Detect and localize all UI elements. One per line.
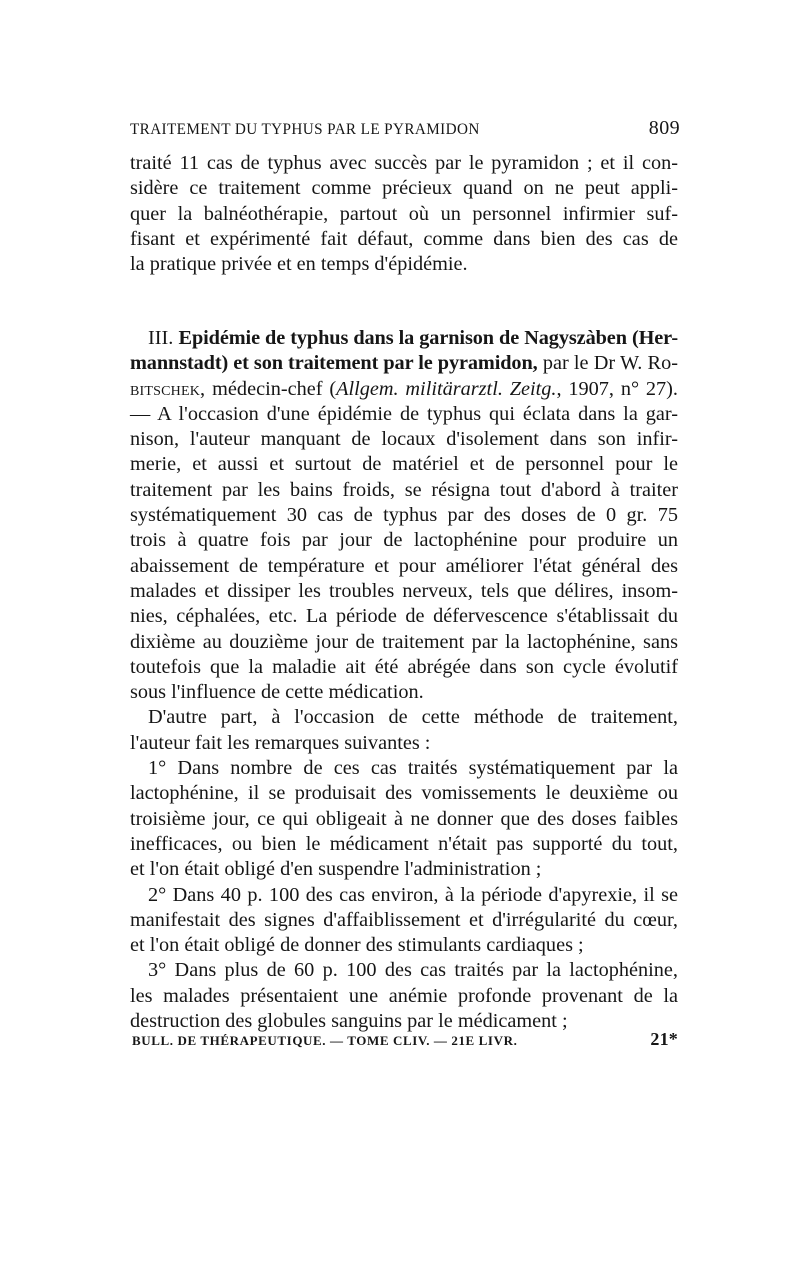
text-line: merie, et aussi et surtout de matériel et de personnel pour le [130, 453, 678, 476]
text-line: manifestait des signes d'affaiblissement et d'irrégularité du cœur, [130, 908, 678, 931]
text-line: 2° Dans 40 p. 100 des cas environ, à la période d'apyrexie, il se [148, 883, 678, 906]
text-line: systématiquement 30 cas de typhus par des doses de 0 gr. 75 [130, 504, 678, 527]
text-line: D'autre part, à l'occasion de cette méthode de traitement, [148, 706, 678, 729]
section-title-part-2: mannstadt) et son traitement par le pyramidon, [130, 352, 538, 375]
text-line: trois à quatre fois par jour de lactophénine pour produire un [130, 529, 678, 552]
section-title-part-1: Epidémie de typhus dans la garnison de Nagyszàben (Her- [178, 327, 678, 349]
citation-text-2: , 1907, n° 27). [556, 377, 678, 400]
section-citation-line [130, 377, 678, 402]
text-line: lactophénine, il se produisait des vomissements le deuxième ou [130, 782, 678, 805]
section-heading-line-2 [130, 351, 678, 376]
journal-title: Allgem. militärarztl. Zeitg. [336, 377, 557, 400]
journal-footer: BULL. DE THÉRAPEUTIQUE. — TOME CLIV. — 21E LIVR. [132, 1033, 518, 1048]
text-line: troisième jour, ce qui obligeait à ne donner que des doses faibles [130, 807, 678, 830]
text-line: nison, l'auteur manquant de locaux d'isolement dans son infir- [130, 428, 678, 451]
text-line: quer la balnéothérapie, partout où un personnel infirmier suf- [130, 202, 678, 225]
text-line: traitement par les bains froids, se résigna tout d'abord à traiter [130, 478, 678, 501]
text-line: — A l'occasion d'une épidémie de typhus qui éclata dans la gar- [130, 402, 678, 425]
section-iii [130, 326, 678, 1034]
text-line: sidère ce traitement comme précieux quand on ne peut appli- [130, 177, 678, 200]
text-line: malades et dissiper les troubles nerveux, tels que délires, insom- [130, 579, 678, 602]
text-line: et l'on était obligé de donner des stimulants cardiaques ; [130, 934, 584, 957]
text-line: traité 11 cas de typhus avec succès par le pyramidon ; et il con- [130, 152, 678, 174]
author-surname: bitschek, [130, 377, 206, 400]
running-head [130, 117, 680, 141]
text-line: dixième au douzième jour de traitement par la lactophénine, sans [130, 630, 678, 653]
text-line: 1° Dans nombre de ces cas traités systématiquement par la [148, 757, 678, 780]
text-line: et l'on était obligé d'en suspendre l'administration ; [130, 858, 542, 881]
text-line: la pratique privée et en temps d'épidémie. [130, 253, 468, 276]
text-line: nies, céphalées, etc. La période de défervescence s'établissait du [130, 605, 678, 628]
page-footer [132, 1029, 678, 1050]
author-prefix: par le Dr W. Ro- [537, 352, 678, 375]
page-number: 809 [648, 117, 680, 139]
text-line: fisant et expérimenté fait défaut, comme dans bien des cas de [130, 227, 678, 250]
text-line: inefficaces, ou bien le médicament n'était pas supporté du tout, [130, 832, 678, 855]
citation-text-1: médecin-chef ( [205, 377, 337, 400]
text-line: les malades présentaient une anémie profonde provenant de la [130, 984, 678, 1007]
text-line: destruction des globules sanguins par le médicament ; [130, 1010, 568, 1033]
running-title: TRAITEMENT DU TYPHUS PAR LE PYRAMIDON [130, 121, 480, 138]
signature-mark: 21* [650, 1029, 678, 1049]
section-number: III. [148, 327, 179, 349]
text-line: 3° Dans plus de 60 p. 100 des cas traités par la lactophénine, [148, 959, 678, 982]
text-line: l'auteur fait les remarques suivantes : [130, 731, 431, 754]
text-line: abaissement de température et pour améliorer l'état général des [130, 554, 678, 577]
text-line: sous l'influence de cette médication. [130, 681, 424, 704]
text-line: toutefois que la maladie ait été abrégée dans son cycle évolutif [130, 655, 678, 678]
section-heading-line-1 [130, 326, 678, 351]
opening-paragraph [130, 151, 678, 277]
